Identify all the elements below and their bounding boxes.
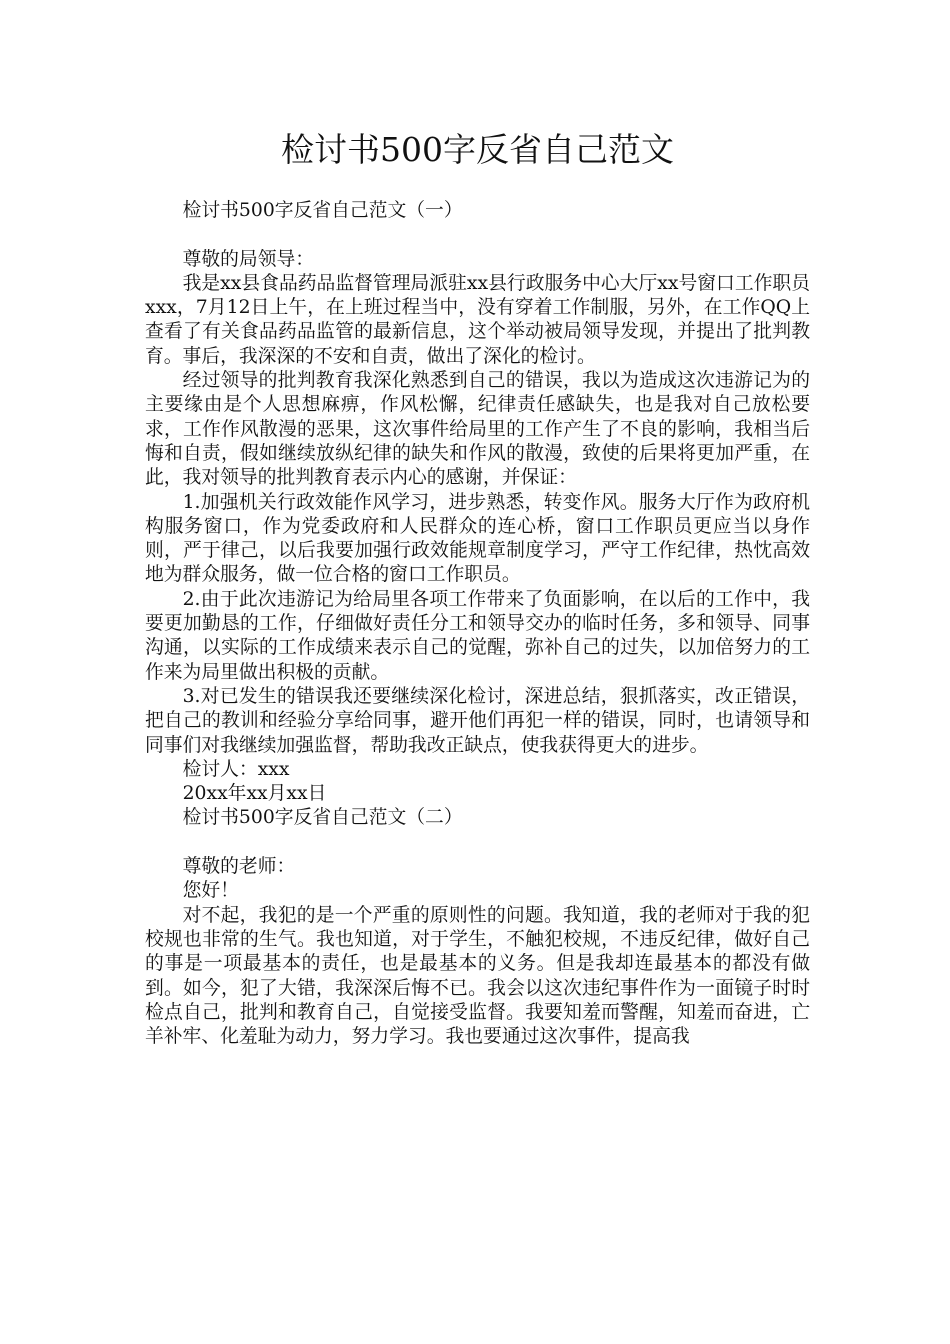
paragraph: 2.由于此次违游记为给局里各项工作带来了负面影响，在以后的工作中，我要更加勤恳的工作，仔细做好责任分工和领导交办的临时任务，多和领导、同事沟通，以实际的工作成绩来表示自己的觉醒，弥补自己的过失，以加倍努力的工作来为局里做出积极的贡献。 (145, 588, 810, 683)
section-heading-1: 检讨书500字反省自己范文（一） (182, 200, 463, 221)
paragraph: 3.对已发生的错误我还要继续深化检讨，深进总结，狠抓落实，改正错误，把自己的教训和经验分享给同事，避开他们再犯一样的错误，同时，也请领导和同事们对我继续加强监督，帮助我改正缺点，使我获得更大的进步。 (145, 685, 810, 756)
document-title: 检讨书500字反省自己范文 (281, 130, 674, 169)
salutation-1: 尊敬的局领导： (182, 248, 315, 270)
paragraph: 经过领导的批判教育我深化熟悉到自己的错误，我以为造成这次违游记为的主要缘由是个人思想麻痹，作风松懈，纪律责任感缺失，也是我对自己放松要求，工作作风散漫的恶果，这次事件给局里的工作产生了不良的影响，我相当后悔和自责，假如继续放纵纪律的缺失和作风的散漫，致使的后果将更加严重，在此，我对领导的批判教育表示内心的感谢，并保证： (145, 370, 810, 489)
blank-line (145, 831, 810, 855)
document-body (145, 199, 810, 1049)
date: 20xx年xx月xx日 (182, 783, 327, 805)
signature: 检讨人：xxx (182, 758, 290, 780)
paragraph: 对不起，我犯的是一个严重的原则性的问题。我知道，我的老师对于我的犯校规也非常的生气。我也知道，对于学生，不触犯校规，不违反纪律，做好自己的事是一项最基本的责任，也是最基本的义务。但是我却连最基本的都没有做到。如今，犯了大错，我深深后悔不已。我会以这次违纪事件作为一面镜子时时检点自己，批判和教育自己，自觉接受监督。我要知羞而警醒，知羞而奋进，亡羊补牢、化羞耻为动力，努力学习。我也要通过这次事件，提高我 (145, 904, 810, 1048)
blank-line (145, 223, 810, 247)
section-heading-2: 检讨书500字反省自己范文（二） (182, 807, 463, 829)
paragraph: 我是xx县食品药品监督管理局派驻xx县行政服务中心大厅xx号窗口工作职员xxx，7月12日上午，在上班过程当中，没有穿着工作制服，另外，在工作QQ上查看了有关食品药品监管的最新信息，这个举动被局领导发现，并提出了批判教育。事后，我深深的不安和自责，做出了深化的检讨。 (145, 272, 810, 367)
paragraph: 1.加强机关行政效能作风学习，进步熟悉，转变作风。服务大厅作为政府机构服务窗口，作为党委政府和人民群众的连心桥，窗口工作职员更应当以身作则，严于律己，以后我要加强行政效能规章制度学习，严守工作纪律，热忱高效地为群众服务，做一位合格的窗口工作职员。 (145, 491, 810, 586)
salutation-2: 尊敬的老师： (182, 856, 296, 878)
greeting: 您好！ (182, 880, 239, 902)
